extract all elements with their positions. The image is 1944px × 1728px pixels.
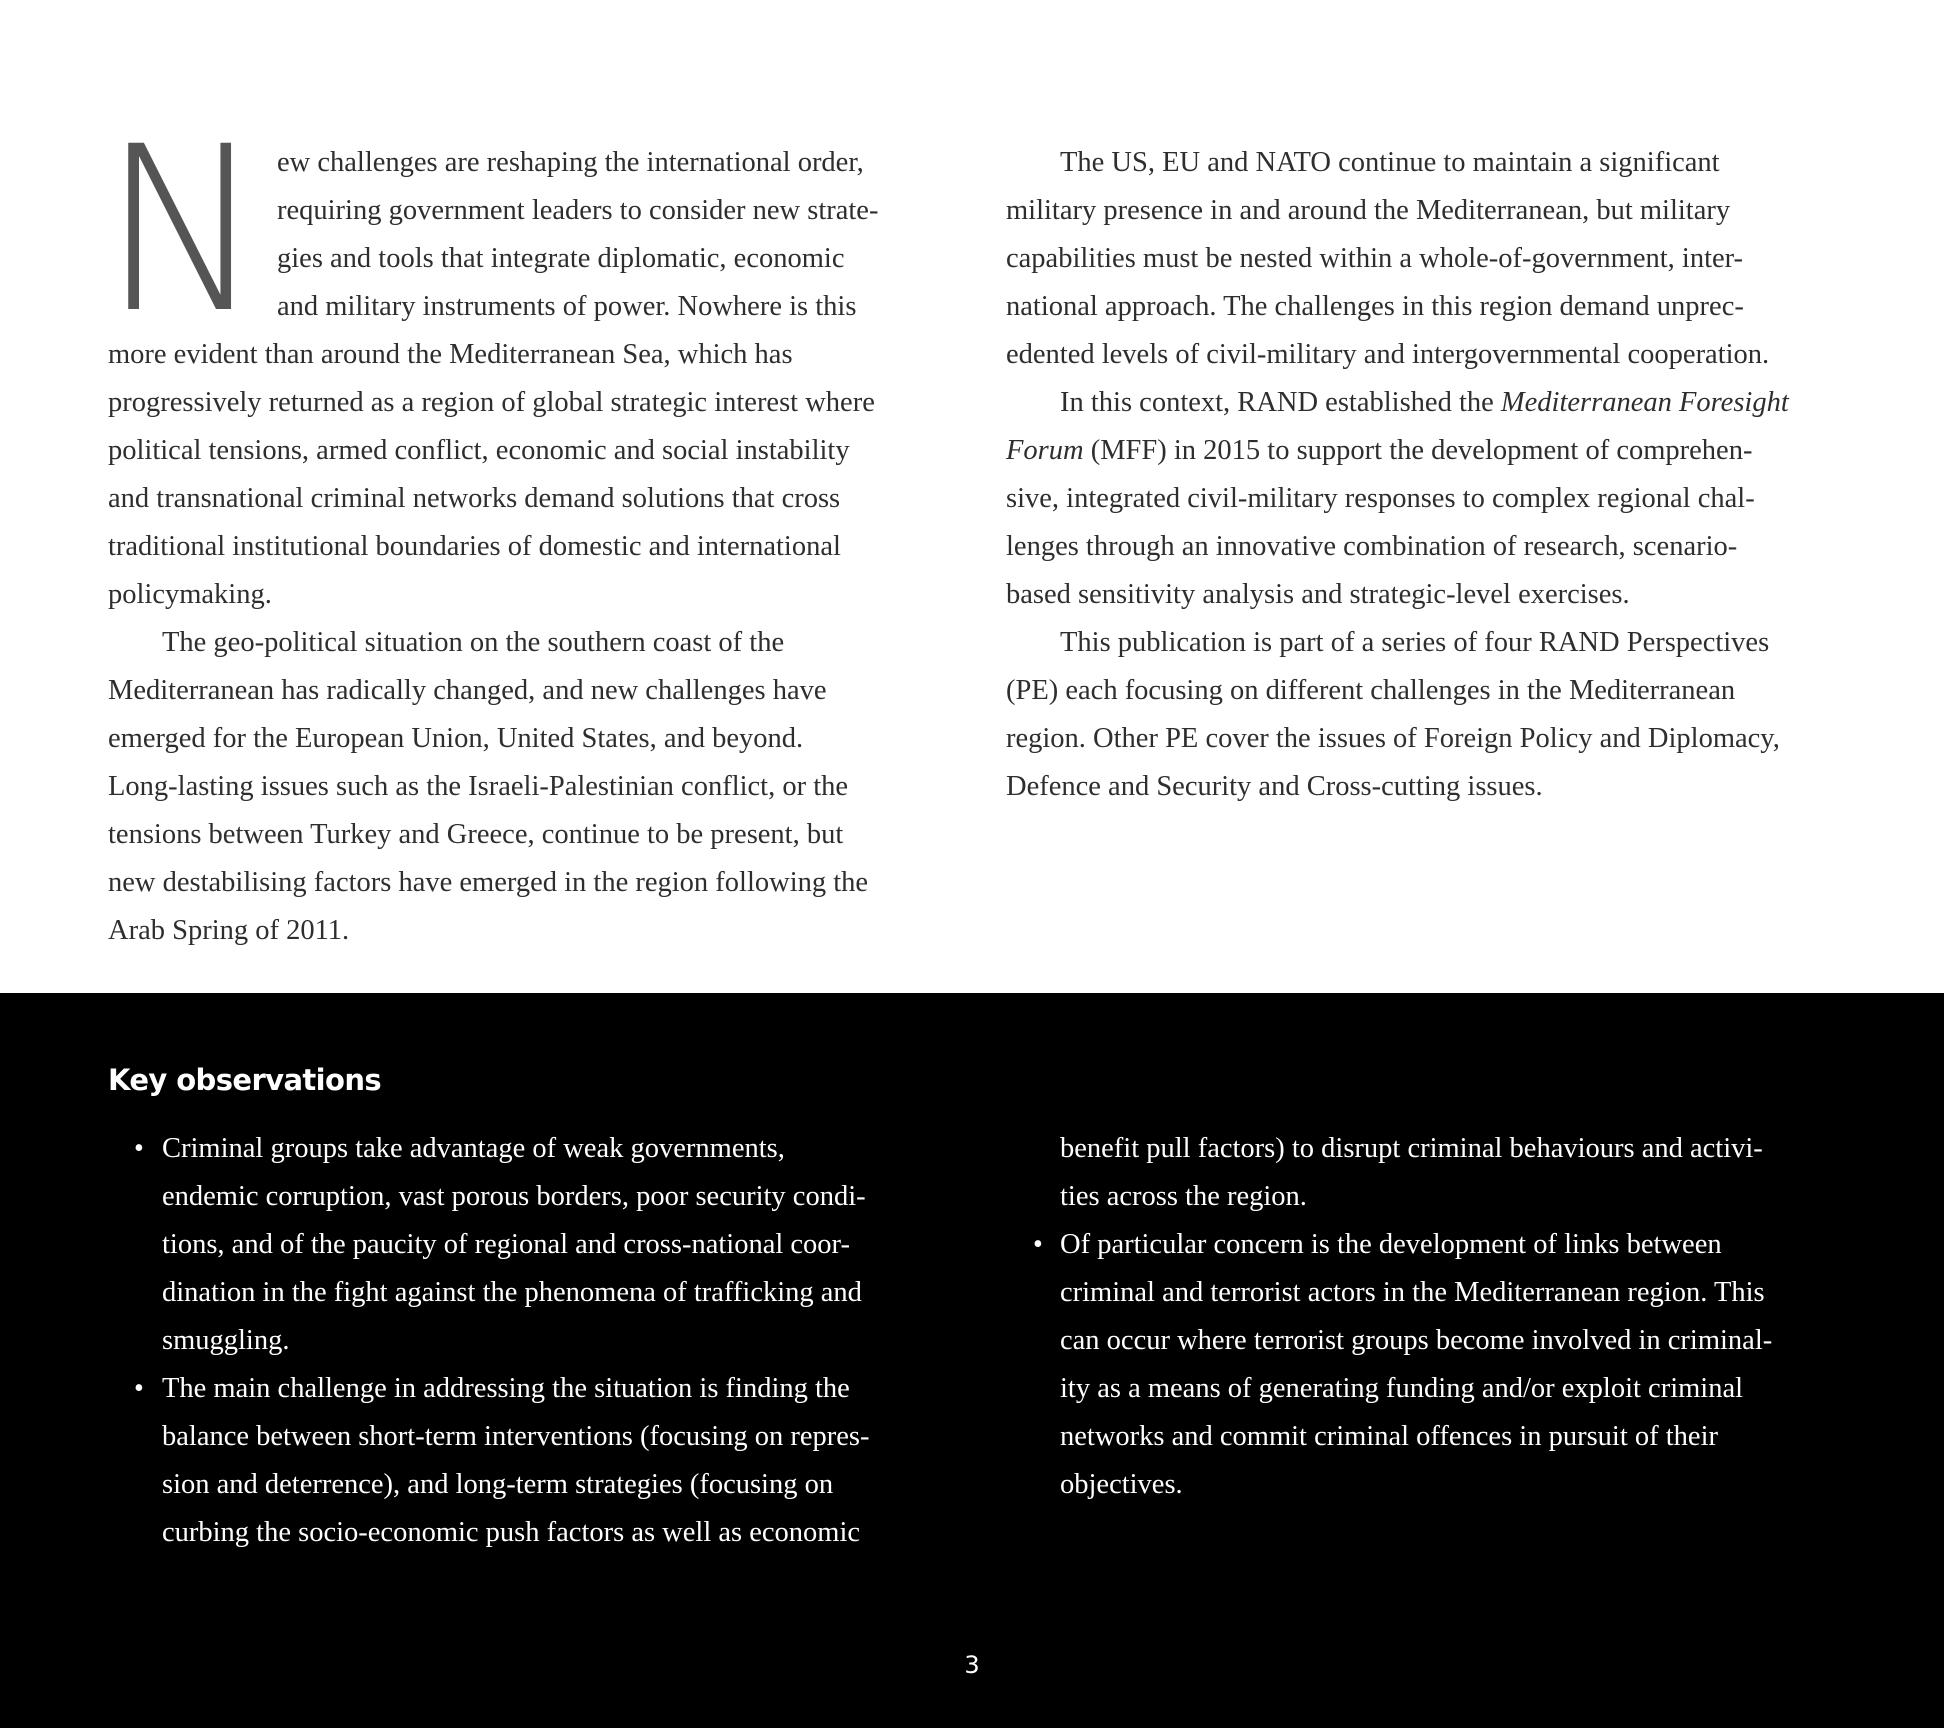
intro-left-line: The geo-political situation on the southern coast of the [162,627,785,658]
observation-line: curbing the socio-economic push factors as well as economic [162,1517,861,1548]
observation-line: Criminal groups take advantage of weak governments, [162,1133,785,1164]
intro-right-line: (PE) each focusing on different challenges in the Mediterranean [1006,675,1736,706]
drop-cap: N [102,97,265,363]
intro-right-line: The US, EU and NATO continue to maintain a significant [1060,147,1720,178]
intro-right-line: This publication is part of a series of four RAND Perspectives [1060,627,1770,658]
observation-line: tions, and of the paucity of regional and cross-national coor- [162,1229,850,1260]
intro-left-line: new destabilising factors have emerged in the region following the [108,867,869,898]
observation-line: can occur where terrorist groups become involved in criminal- [1060,1325,1773,1356]
intro-left-line: and military instruments of power. Nowhere is this [277,291,857,322]
intro-right-line: based sensitivity analysis and strategic-level exercises. [1006,579,1630,610]
intro-right-line: national approach. The challenges in this region demand unprec- [1006,291,1744,322]
intro-right-line [1060,389,1789,418]
intro-left-line: more evident than around the Mediterranean Sea, which has [108,339,793,370]
intro-left-line: tensions between Turkey and Greece, continue to be present, but [108,819,844,850]
observation-line: balance between short-term interventions (focusing on repres- [162,1421,870,1452]
intro-right-line: region. Other PE cover the issues of Foreign Policy and Diplomacy, [1006,723,1780,754]
intro-left-line: traditional institutional boundaries of domestic and international [108,531,841,562]
intro-right-line: edented levels of civil-military and intergovernmental cooperation. [1006,339,1770,370]
intro-left-line: Long-lasting issues such as the Israeli-Palestinian conflict, or the [108,771,849,802]
key-observations-title: Key observations [108,1063,382,1097]
observation-line: objectives. [1060,1469,1183,1500]
key-observations-panel [0,993,1944,1728]
observation-line: dination in the fight against the phenomena of trafficking and [162,1277,862,1308]
intro-left-line: gies and tools that integrate diplomatic, economic [277,243,845,274]
intro-left-line: emerged for the European Union, United States, and beyond. [108,723,804,754]
observation-line: networks and commit criminal offences in pursuit of their [1060,1421,1718,1452]
intro-left-line: ew challenges are reshaping the international order, [277,147,864,178]
intro-right-line: capabilities must be nested within a whole-of-government, inter- [1006,243,1744,274]
observation-line: benefit pull factors) to disrupt criminal behaviours and activi- [1060,1133,1763,1164]
forum-name-italic: Forum [1006,435,1084,466]
intro-left-line: policymaking. [108,579,272,610]
intro-right-line: Defence and Security and Cross-cutting issues. [1006,771,1543,802]
bullet-icon: • [134,1133,144,1164]
intro-left-line: requiring government leaders to consider new strate- [277,195,879,226]
intro-right-line [1006,437,1752,466]
observation-line: smuggling. [162,1325,290,1356]
forum-name-italic: Mediterranean Foresight [1500,387,1789,418]
bullet-icon: • [134,1373,144,1404]
intro-right-line: military presence in and around the Mediterranean, but military [1006,195,1731,226]
observation-line: ity as a means of generating funding and/or exploit criminal [1060,1373,1744,1404]
intro-right-line-text: In this context, RAND established the [1060,387,1501,418]
observation-line: The main challenge in addressing the situation is finding the [162,1373,850,1404]
intro-right-line: lenges through an innovative combination of research, scenario- [1006,531,1738,562]
bullet-icon: • [1033,1229,1043,1260]
intro-left-line: and transnational criminal networks demand solutions that cross [108,483,841,514]
intro-left-line: progressively returned as a region of global strategic interest where [108,387,875,418]
observation-line: criminal and terrorist actors in the Mediterranean region. This [1060,1277,1765,1308]
intro-right-line: sive, integrated civil-military responses to complex regional chal- [1006,483,1755,514]
observation-line: ties across the region. [1060,1181,1307,1212]
observation-line: Of particular concern is the development of links between [1060,1229,1722,1260]
page-number: 3 [964,1651,980,1679]
intro-left-line: Arab Spring of 2011. [108,915,350,946]
intro-left-line: Mediterranean has radically changed, and new challenges have [108,675,827,706]
intro-left-line: political tensions, armed conflict, economic and social instability [108,435,850,466]
observation-line: endemic corruption, vast porous borders, poor security condi- [162,1181,866,1212]
observation-line: sion and deterrence), and long-term strategies (focusing on [162,1469,834,1500]
intro-right-line-text: (MFF) in 2015 to support the development of comprehen- [1083,435,1753,466]
